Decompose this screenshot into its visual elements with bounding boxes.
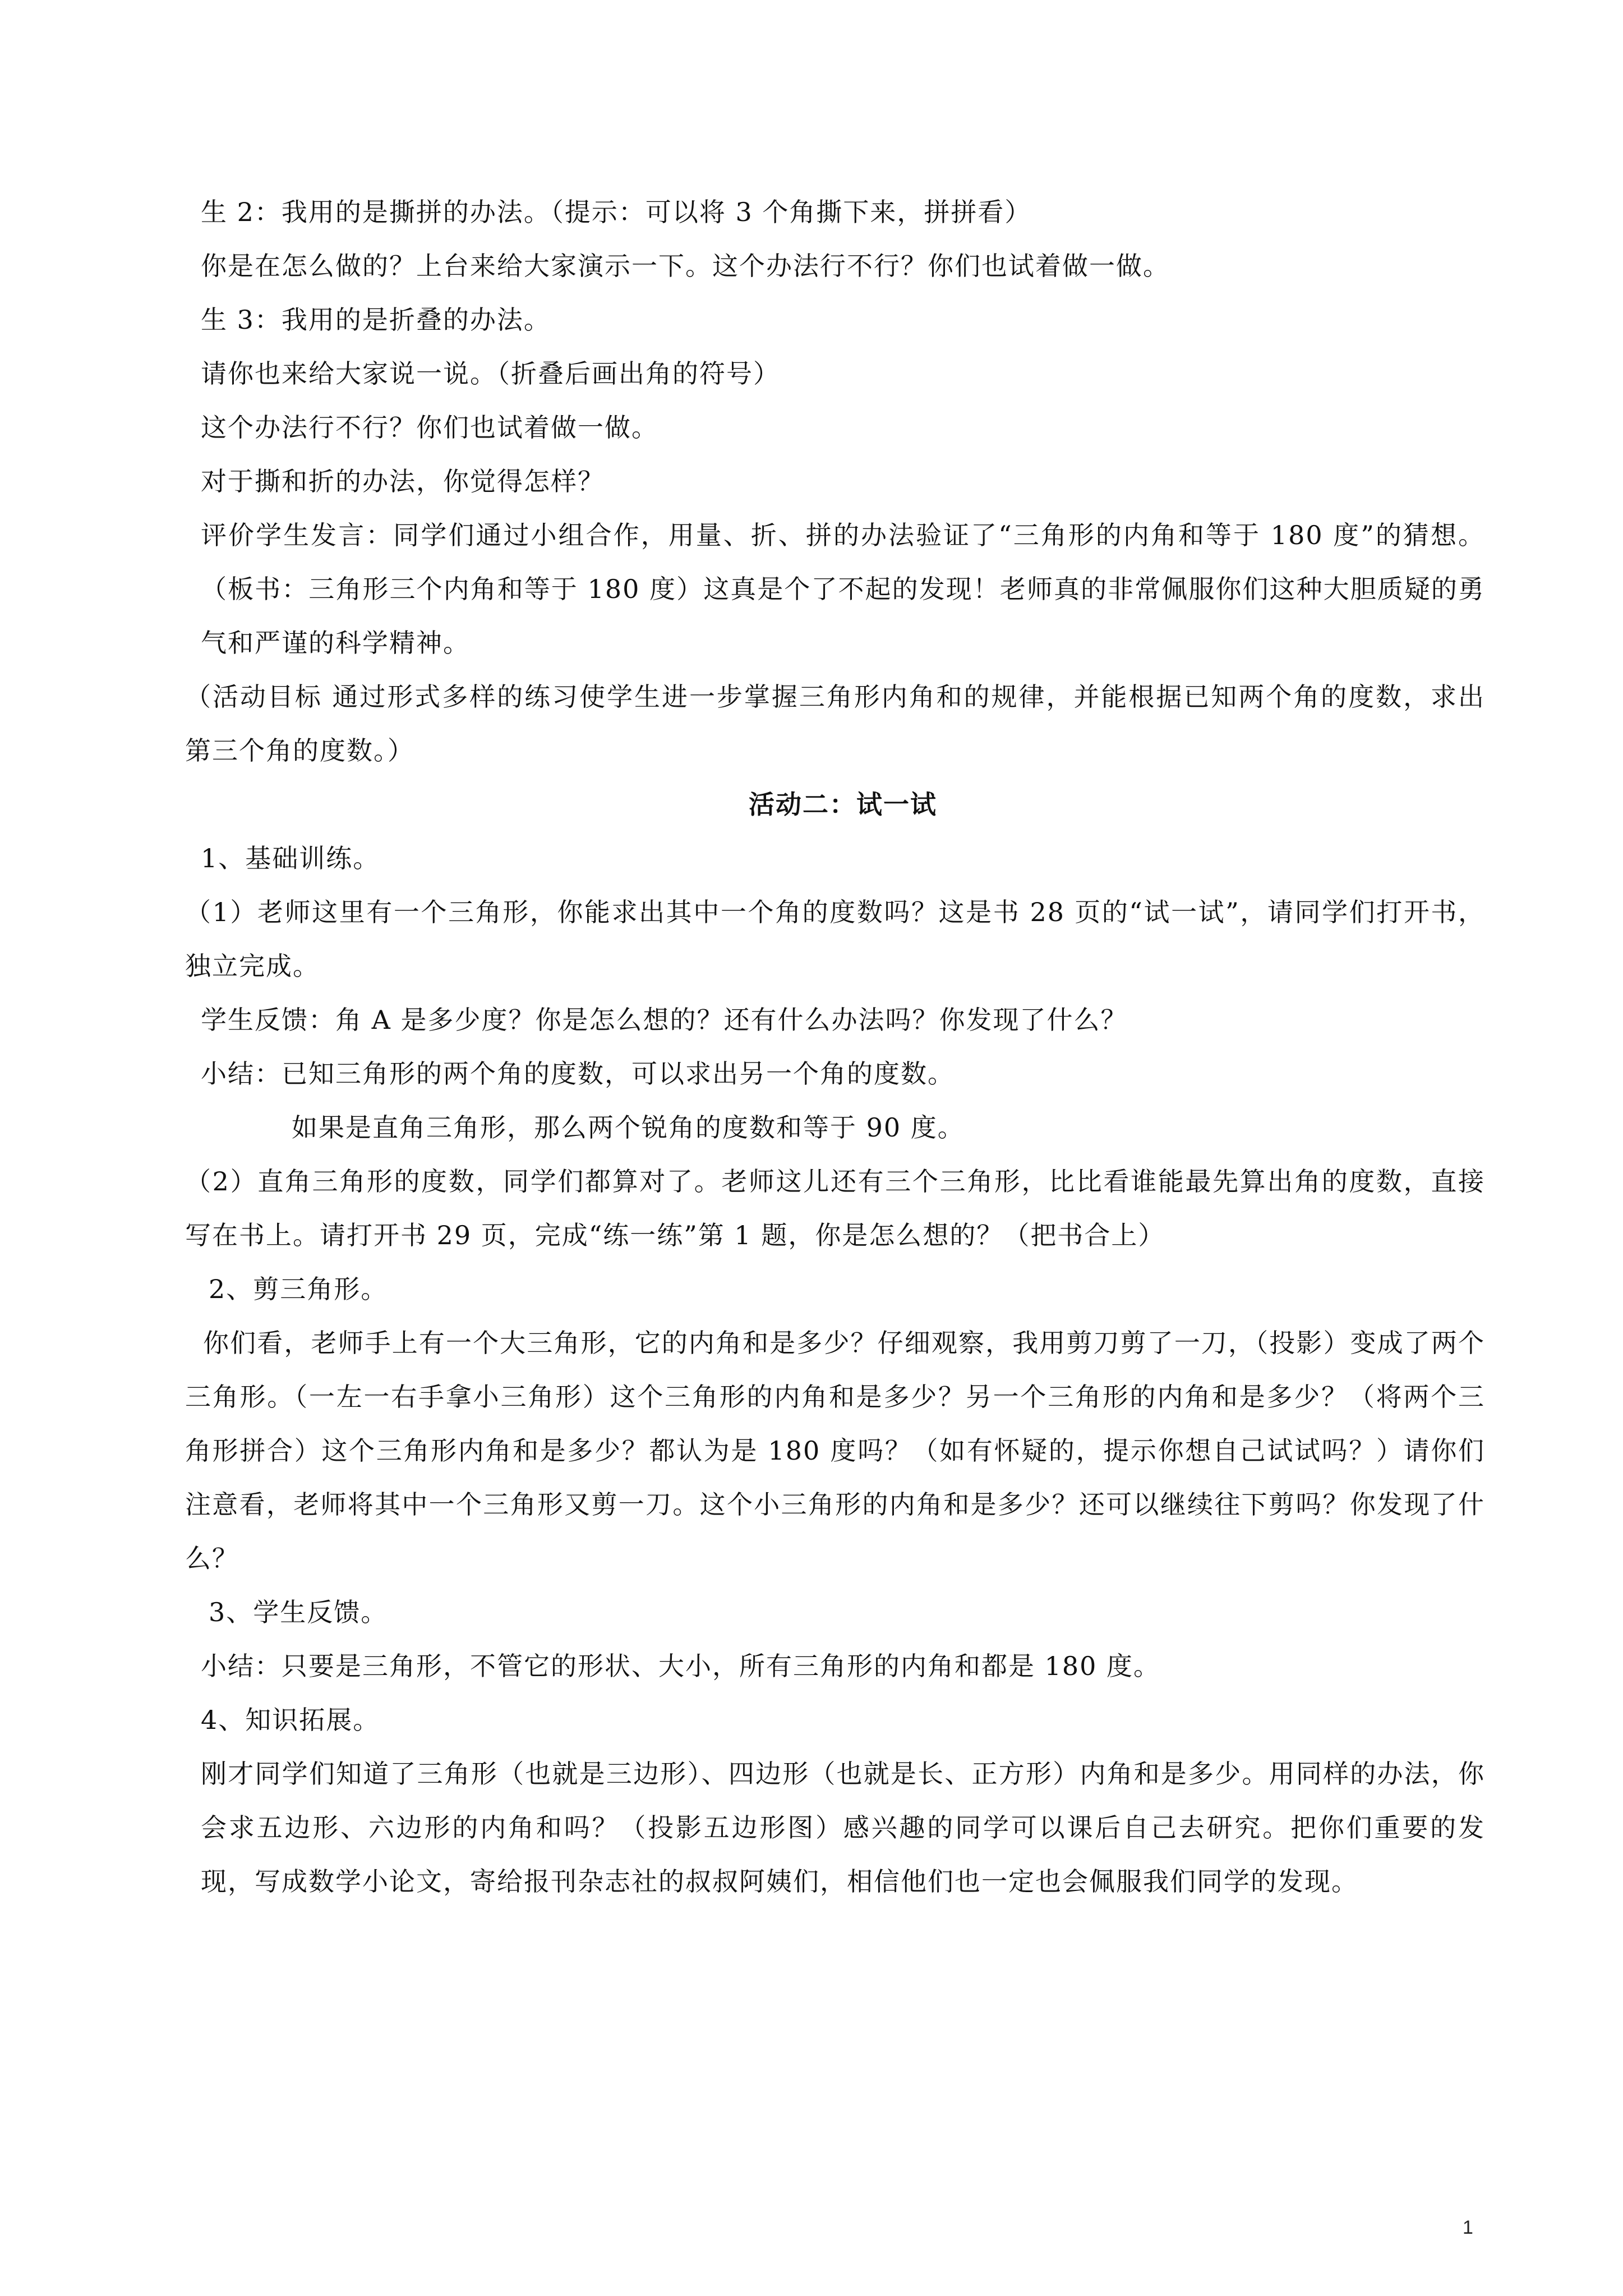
paragraph-extension: 4、知识拓展。 [201,1705,380,1735]
paragraph-try-fold: 这个办法行不行？你们也试着做一做。 [201,412,658,443]
paragraph-right-triangle: 如果是直角三角形，那么两个锐角的度数和等于 90 度。 [292,1112,965,1143]
paragraph-activity-goal: （活动目标 通过形式多样的练习使学生进一步掌握三角形内角和的规律，并能根据已知两个角的度数，求出第三个角的度数。） [185,682,1485,766]
paragraph-student-feedback: 学生反馈：角 A 是多少度？你是怎么想的？还有什么办法吗？你发现了什么？ [201,1005,1128,1035]
paragraph-summary-2: 小结：只要是三角形，不管它的形状、大小，所有三角形的内角和都是 180 度。 [201,1651,1161,1681]
paragraph-summary-1: 小结：已知三角形的两个角的度数，可以求出另一个角的度数。 [201,1059,955,1089]
paragraph-student2: 生 2：我用的是撕拼的办法。（提示：可以将 3 个角撕下来，拼拼看） [201,197,1032,227]
paragraph-feedback-3: 3、学生反馈。 [209,1597,388,1627]
paragraph-explain-fold: 请你也来给大家说一说。（折叠后画出角的符号） [201,358,780,389]
page-number: 1 [1463,2217,1473,2238]
section-heading: 活动二：试一试 [749,789,937,820]
paragraph-cut-triangle: 2、剪三角形。 [209,1274,388,1304]
paragraph-extension-body: 刚才同学们知道了三角形（也就是三边形）、四边形（也就是长、正方形）内角和是多少。用同样的办法，你会求五边形、六边形的内角和吗？（投影五边形图）感兴趣的同学可以课后自己去研究。把你们重要的发现，写成数学小论文，寄给报刊杂志社的叔叔阿姨们，相信他们也一定也会佩服我们同学的发现。 [201,1759,1485,1897]
paragraph-opinion: 对于撕和折的办法，你觉得怎样？ [201,466,605,496]
document-body [185,185,1485,1908]
paragraph-demo-question: 你是在怎么做的？上台来给大家演示一下。这个办法行不行？你们也试着做一做。 [201,251,1170,281]
paragraph-exercise-2: （2）直角三角形的度数，同学们都算对了。老师这儿还有三个三角形，比比看谁能最先算出角的度数，直接写在书上。请打开书 29 页，完成“练一练”第 1 题，你是怎么想的？（把书合上） [185,1166,1485,1250]
paragraph-cut-description: 你们看，老师手上有一个大三角形，它的内角和是多少？仔细观察，我用剪刀剪了一刀，（投影）变成了两个三角形。（一左一右手拿小三角形）这个三角形的内角和是多少？另一个三角形的内角和是多少？（将两个三角形拼合）这个三角形内角和是多少？都认为是 180 度吗？（如有怀疑的，提示你想自己试试吗？）请你们注意看，老师将其中一个三角形又剪一刀。这个小三角形的内角和是多少？还可以继续往下剪吗？你发现了什么？ [185,1328,1485,1573]
paragraph-basic-training: 1、基础训练。 [201,843,380,873]
paragraph-student3: 生 3：我用的是折叠的办法。 [201,305,551,335]
paragraph-exercise-1: （1）老师这里有一个三角形，你能求出其中一个角的度数吗？这是书 28 页的“试一试”，请同学们打开书，独立完成。 [185,897,1485,981]
paragraph-evaluation: 评价学生发言：同学们通过小组合作，用量、折、拼的办法验证了“三角形的内角和等于 180 度”的猜想。（板书：三角形三个内角和等于 180 度）这真是个了不起的发现！老师真的非常佩服你们这种大胆质疑的勇气和严谨的科学精神。 [201,520,1485,658]
